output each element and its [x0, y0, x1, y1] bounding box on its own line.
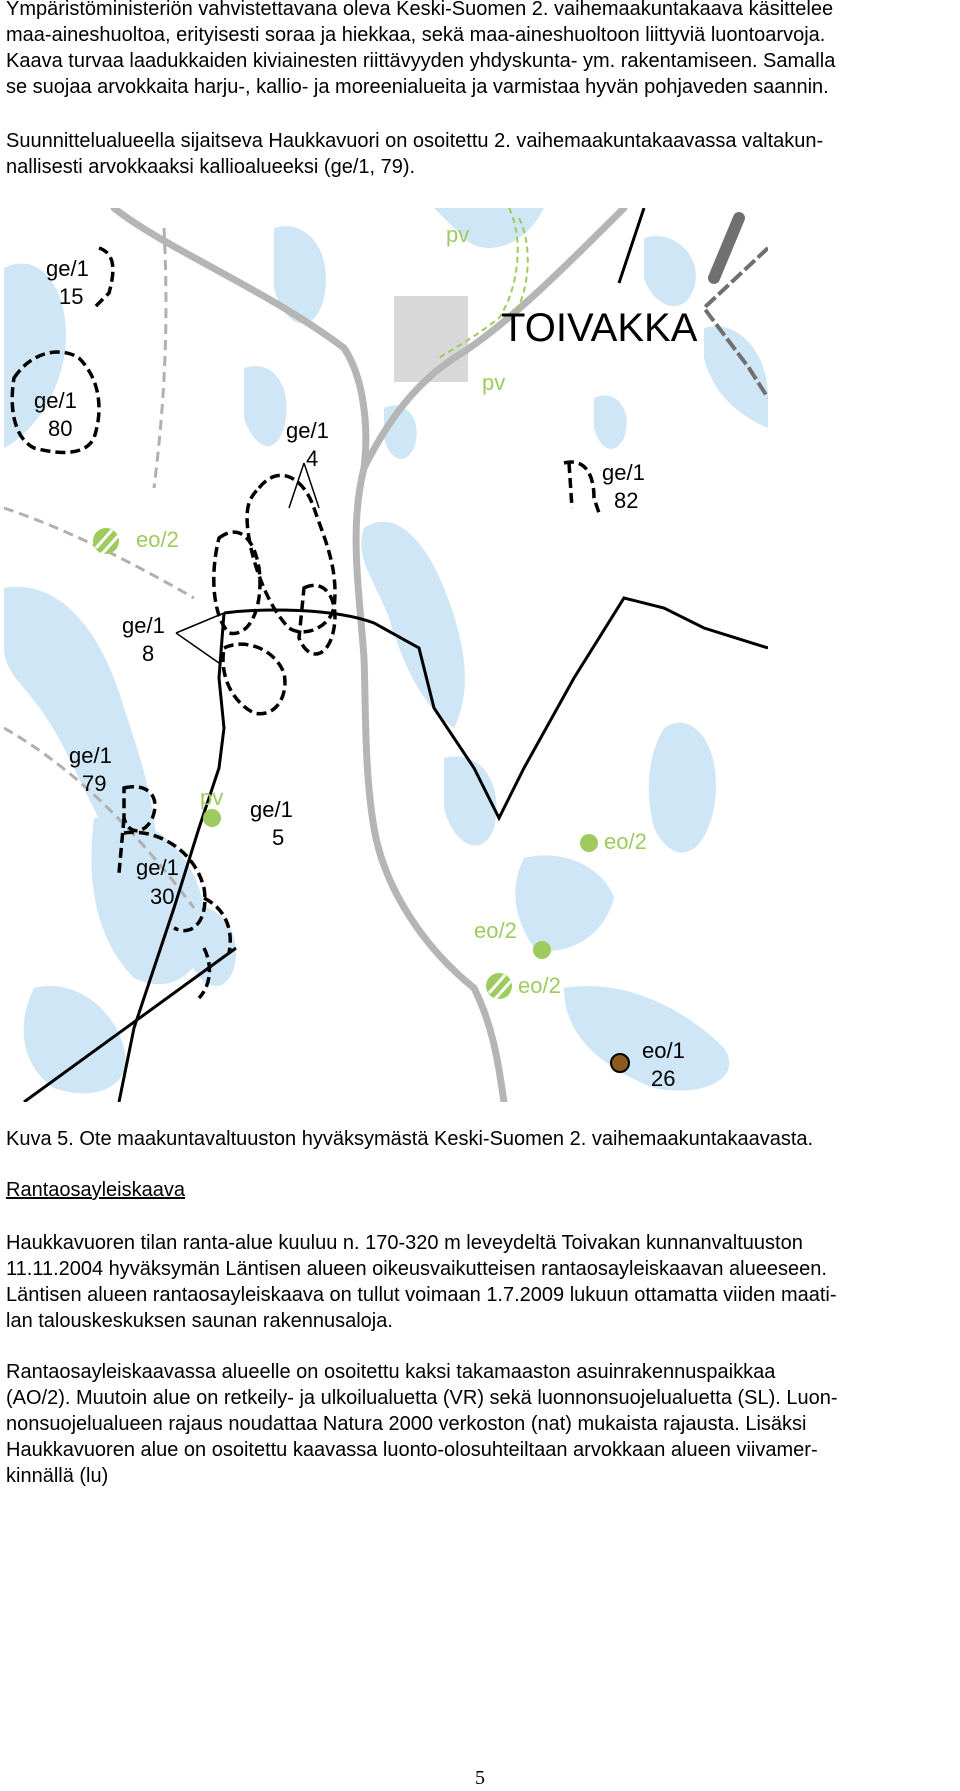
pv-point-symbol	[203, 809, 221, 827]
text-line: Suunnittelualueella sijaitseva Haukkavuori on osoitettu 2. vaihemaakuntakaavassa valtakun-	[6, 130, 824, 152]
section-heading: Rantaosayleiskaava	[6, 1179, 185, 1201]
text-line: nallisesti arvokkaaksi kallioalueeksi (ge/1, 79).	[6, 156, 416, 178]
text-line: Haukkavuoren tilan ranta-alue kuuluu n. 170-320 m leveydeltä Toivakan kunnanvaltuuston	[6, 1232, 803, 1254]
eo1-label-num: 26	[651, 1066, 676, 1091]
pv-label: pv	[482, 370, 506, 395]
ge-label-30-num: 30	[150, 884, 175, 909]
ge-label-80-num: 80	[48, 416, 73, 441]
eo2-label: eo/2	[136, 527, 179, 552]
eo2-label: eo/2	[604, 829, 647, 854]
eo2-label: eo/2	[518, 973, 561, 998]
ge-label-82-code: ge/1	[602, 460, 645, 485]
eo2-label: eo/2	[474, 918, 517, 943]
ge-label-4-num: 4	[306, 446, 319, 471]
haukkavuori-paragraph	[6, 128, 956, 180]
text-line: nonsuojelualueen rajaus noudattaa Natura 2000 verkoston (nat) mukaista rajausta. Lisäksi	[6, 1413, 807, 1435]
text-line: Haukkavuoren alue on osoitettu kaavassa luonto-olosuhteiltaan arvokkaan alueen viivamer-	[6, 1439, 818, 1461]
ge-label-5-num: 5	[272, 825, 285, 850]
ge-label-8-num: 8	[142, 641, 155, 666]
text-line: Ympäristöministeriön vahvistettavana oleva Keski-Suomen 2. vaihemaakuntakaava käsittelee	[6, 0, 834, 20]
ge-label-5-code: ge/1	[250, 797, 293, 822]
text-line: Rantaosayleiskaavassa alueelle on osoitettu kaksi takamaaston asuinrakennuspaikkaa	[6, 1361, 776, 1383]
ge-label-8-code: ge/1	[122, 613, 165, 638]
ge-label-79-code: ge/1	[69, 743, 112, 768]
ge-label-15-code: ge/1	[46, 256, 89, 281]
figure-caption: Kuva 5. Ote maakuntavaltuuston hyväksymästä Keski-Suomen 2. vaihemaakuntakaavasta.	[6, 1128, 814, 1150]
text-line: Läntisen alueen rantaosayleiskaava on tullut voimaan 1.7.2009 lukuun ottamatta viiden maati-	[6, 1284, 837, 1306]
text-line: kinnällä (lu)	[6, 1465, 109, 1487]
ranta-paragraph-1	[6, 1230, 956, 1334]
eo2-point-symbol	[533, 941, 551, 959]
text-line: lan talouskeskuksen saunan rakennusaloja.	[6, 1310, 393, 1332]
toivakka-village-area	[394, 296, 468, 382]
ge-label-80-code: ge/1	[34, 388, 77, 413]
pv-label: pv	[446, 222, 470, 247]
eo1-label-code: eo/1	[642, 1038, 685, 1063]
ge-label-79-num: 79	[82, 771, 107, 796]
eo2-point-symbol	[580, 834, 598, 852]
ge-label-30-code: ge/1	[136, 855, 179, 880]
ge-label-82-num: 82	[614, 488, 639, 513]
ge-label-4-code: ge/1	[286, 418, 329, 443]
ranta-paragraph-2	[6, 1359, 956, 1489]
eo1-point-symbol	[611, 1054, 629, 1072]
text-line: 11.11.2004 hyväksymän Läntisen alueen oikeusvaikutteisen rantaosayleiskaavan alueeseen.	[6, 1258, 827, 1280]
text-line: (AO/2). Muutoin alue on retkeily- ja ulkoilualuetta (VR) sekä luonnonsuojelualuetta (SL). Luon-	[6, 1387, 838, 1409]
ge-label-15-num: 15	[59, 284, 84, 309]
page-number: 5	[475, 1767, 485, 1789]
intro-paragraph	[6, 0, 956, 100]
pv-label: pv	[200, 785, 224, 810]
text-line: Kaava turvaa laadukkaiden kiviainesten riittävyyden yhdyskunta- ym. rakentamiseen. Samalla	[6, 50, 836, 72]
text-line: se suojaa arvokkaita harju-, kallio- ja moreenialueita ja varmistaa hyvän pohjaveden saannin.	[6, 76, 829, 98]
regional-plan-map	[4, 208, 768, 1102]
text-line: maa-aineshuoltoa, erityisesti soraa ja hiekkaa, sekä maa-aineshuoltoon liittyviä luontoarvoja.	[6, 24, 826, 46]
map-place-label: TOIVAKKA	[501, 306, 698, 350]
